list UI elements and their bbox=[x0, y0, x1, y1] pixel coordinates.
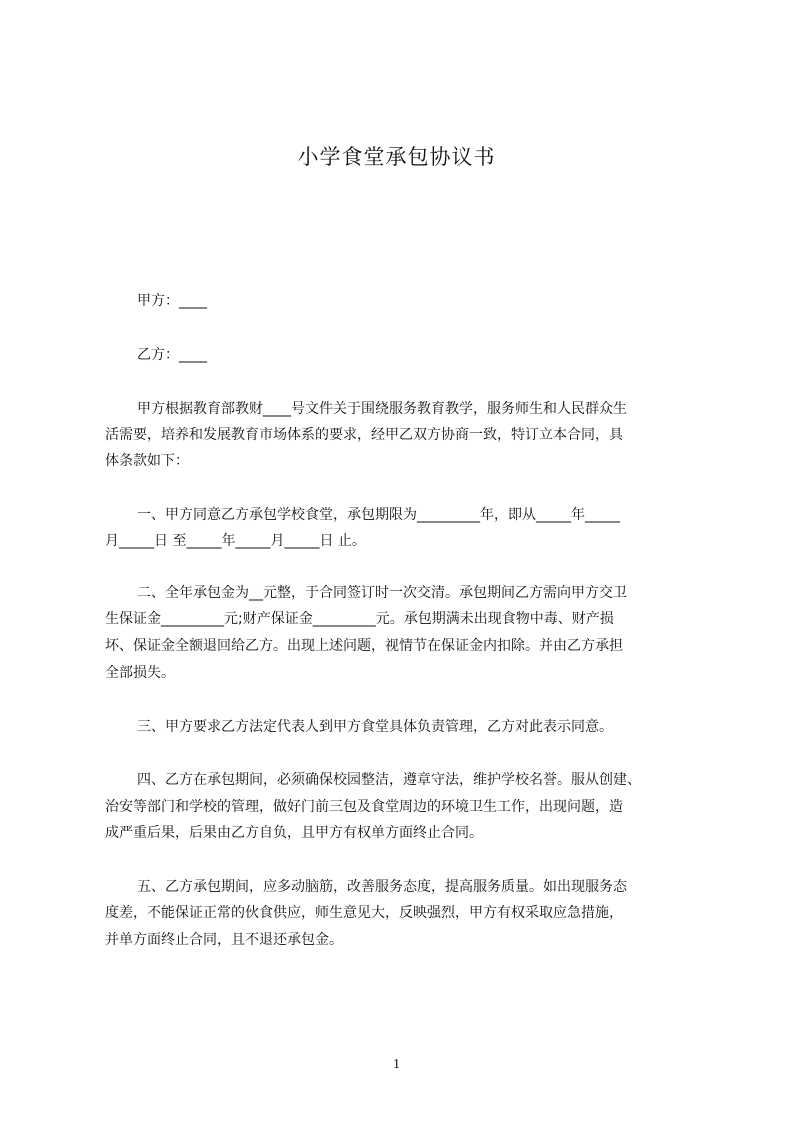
intro-line-2: 活需要，培养和发展教育市场体系的要求，经甲乙双方协商一致，特订立本合同，具 bbox=[105, 427, 623, 443]
clause-2-line-1: 二、全年承包金为__元整，于合同签订时一次交清。承包期间乙方需向甲方交卫 bbox=[137, 585, 627, 601]
clause-5-line-3: 并单方面终止合同，且不退还承包金。 bbox=[105, 932, 343, 948]
clause-1-line-1: 一、甲方同意乙方承包学校食堂，承包期限为_________年，即从_____年_____ bbox=[137, 507, 620, 523]
page-number: 1 bbox=[393, 1057, 400, 1072]
clause-2-line-2: 生保证金_________元;财产保证金_________元。承包期满未出现食物中毒、财产损 bbox=[105, 611, 614, 627]
clause-4-line-1: 四、乙方在承包期间，必须确保校园整洁，遵章守法，维护学校名誉。服从创建、 bbox=[137, 772, 641, 788]
party-a-line: 甲方：____ bbox=[137, 293, 207, 309]
clause-2-line-3: 坏、保证金全额退回给乙方。出现上述问题，视情节在保证金内扣除。并由乙方承担 bbox=[105, 638, 623, 654]
party-b-line: 乙方：____ bbox=[137, 347, 207, 363]
intro-line-3: 体条款如下： bbox=[105, 453, 189, 469]
intro-line-1: 甲方根据教育部教财____号文件关于围绕服务教育教学，服务师生和人民群众生 bbox=[137, 401, 627, 417]
clause-5-line-2: 度差，不能保证正常的伙食供应，师生意见大，反映强烈，甲方有权采取应急措施， bbox=[105, 905, 623, 921]
clause-2-line-4: 全部损失。 bbox=[105, 665, 175, 681]
clause-3-line-1: 三、甲方要求乙方法定代表人到甲方食堂具体负责管理，乙方对此表示同意。 bbox=[137, 719, 613, 735]
clause-1-line-2: 月_____日 至_____年_____月_____日 止。 bbox=[105, 533, 366, 549]
clause-5-line-1: 五、乙方承包期间，应多动脑筋，改善服务态度，提高服务质量。如出现服务态 bbox=[137, 879, 627, 895]
document-title: 小学食堂承包协议书 bbox=[297, 145, 496, 169]
clause-4-line-3: 成严重后果，后果由乙方自负，且甲方有权单方面终止合同。 bbox=[105, 825, 483, 841]
clause-4-line-2: 治安等部门和学校的管理，做好门前三包及食堂周边的环境卫生工作，出现问题，造 bbox=[105, 799, 623, 815]
